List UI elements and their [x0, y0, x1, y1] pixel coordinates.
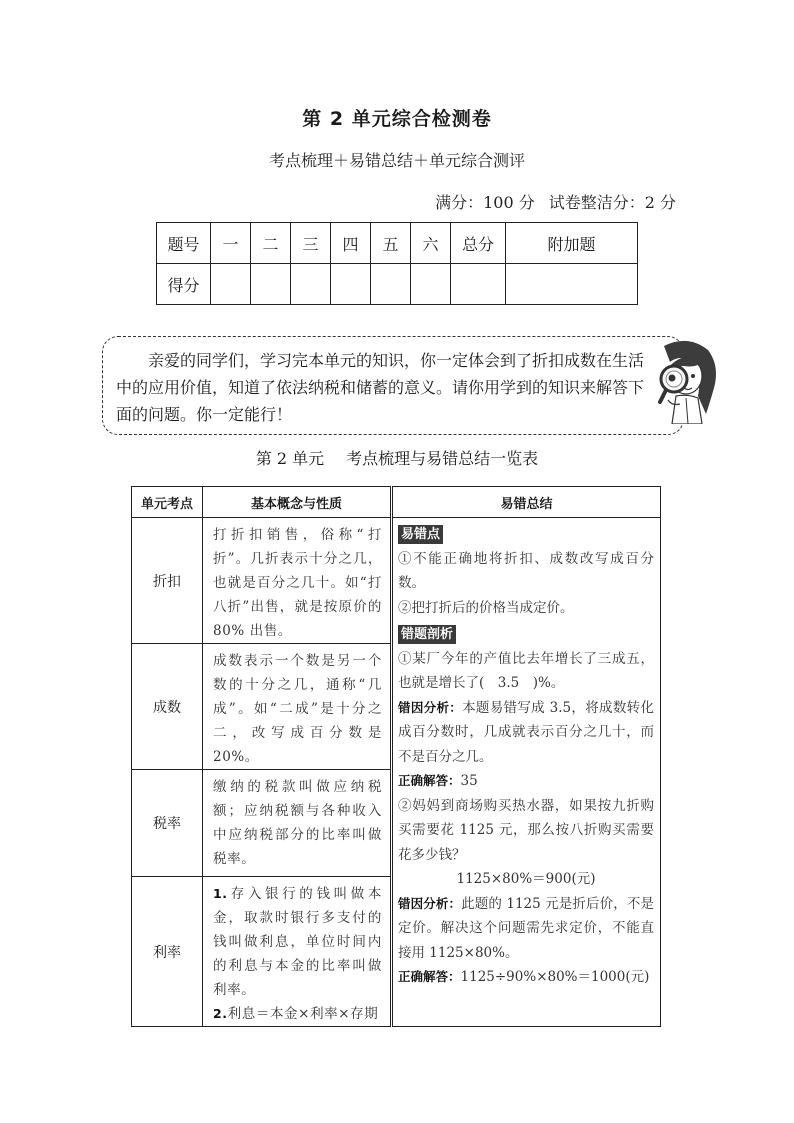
question-2-error-analysis — [398, 892, 654, 966]
score-header-cell: 五 — [371, 223, 411, 264]
score-header-cell: 附加题 — [506, 223, 638, 264]
column-header-mistakes: 易错总结 — [392, 487, 661, 518]
correct-answer-text: 1125÷90%×80%＝1000(元) — [460, 969, 650, 985]
item-number: 1. — [213, 886, 228, 901]
item-text: 存入银行的钱叫做本金，取款时银行多支付的钱叫做利息，单位时间内的利息与本金的比率叫做利率。 — [213, 886, 382, 998]
topic-discount: 折扣 — [132, 518, 203, 644]
correct-answer-label: 正确解答： — [398, 773, 461, 788]
neatness-score: 试卷整洁分：2 分 — [548, 193, 676, 212]
score-cell[interactable] — [211, 264, 251, 305]
score-table-header-row — [157, 223, 638, 264]
score-cell[interactable] — [451, 264, 506, 305]
concept-cell — [203, 877, 392, 1027]
concept-cell — [203, 644, 392, 770]
correct-answer-text: 35 — [460, 773, 478, 789]
score-cell[interactable] — [291, 264, 331, 305]
question-1: ①某厂今年的产值比去年增长了三成五，也就是增长了( 3.5 )%。 — [398, 650, 654, 691]
score-row-label: 得分 — [157, 264, 211, 305]
error-reason-label: 错因分析： — [398, 895, 462, 911]
score-cell[interactable] — [506, 264, 638, 305]
error-reason-text: 本题易错写成 3.5，将成数转化成百分数时，几成就表示百分之几十，而不是百分之几。 — [398, 699, 654, 765]
error-analysis-tag: 错题剖析 — [398, 625, 456, 644]
score-cell[interactable] — [251, 264, 291, 305]
summary-table-header — [132, 487, 661, 518]
question-1-error-analysis — [398, 696, 654, 770]
table-row — [132, 518, 661, 644]
girl-with-magnifier-illustration — [636, 336, 722, 424]
concept-proportion: 成数表示一个数是另一个数的十分之几，通称“几成”。如“二成”是十分之二，改写成百分数是 20%。 — [213, 653, 382, 765]
summary-table-caption — [0, 446, 794, 469]
column-header-concept: 基本概念与性质 — [203, 487, 392, 518]
score-cell[interactable] — [411, 264, 451, 305]
score-table — [156, 222, 638, 305]
mistakes-content — [393, 518, 660, 990]
question-2: ②妈妈到商场购买热水器，如果按九折购买需要花 1125 元，那么按八折购买需要花多少钱？ — [398, 797, 654, 863]
question-1-answer — [398, 769, 654, 794]
error-reason-label: 错因分析： — [398, 699, 463, 715]
full-score: 满分：100 分 — [435, 193, 535, 212]
correct-answer-label: 正确解答： — [398, 969, 461, 984]
caption-unit: 第 2 单元 — [255, 449, 325, 468]
mistake-points-tag: 易错点 — [398, 525, 443, 544]
mistakes-cell — [392, 518, 661, 1027]
score-header-cell: 一 — [211, 223, 251, 264]
concept-item-1 — [213, 882, 382, 1002]
mistake-point-2: ②把打折后的价格当成定价。 — [398, 599, 574, 616]
item-number: 2. — [213, 1006, 228, 1021]
concept-cell — [203, 518, 392, 644]
item-text: 利息＝本金×利率×存期 — [227, 1006, 379, 1022]
score-header-cell: 总分 — [451, 223, 506, 264]
concept-discount: 打折扣销售，俗称“打折”。几折表示十分之几，也就是百分之几十。如“打八折”出售，就是按原价的 80% 出售。 — [213, 527, 382, 639]
score-header-cell: 四 — [331, 223, 371, 264]
score-cell[interactable] — [331, 264, 371, 305]
score-header-cell: 六 — [411, 223, 451, 264]
concept-cell — [203, 770, 392, 877]
topic-proportion: 成数 — [132, 644, 203, 770]
page-title: 第 2 单元综合检测卷 — [302, 108, 492, 130]
mistake-point-1: ①不能正确地将折扣、成数改写成百分数。 — [398, 550, 654, 591]
concept-tax-rate: 缴纳的税款叫做应纳税额；应纳税额与各种收入中应纳税部分的比率叫做税率。 — [213, 779, 382, 867]
concept-item-2 — [213, 1002, 382, 1026]
error-reason-text: 此题的 1125 元是折后价，不是定价。解决这个问题需先求定价，不能直接用 1125×80%。 — [398, 895, 654, 961]
column-header-topic: 单元考点 — [132, 487, 203, 518]
score-table-score-row — [157, 264, 638, 305]
question-2-wrong-calc: 1125×80%＝900(元) — [456, 871, 596, 887]
topic-tax-rate: 税率 — [132, 770, 203, 877]
page-subtitle: 考点梳理＋易错总结＋单元综合测评 — [268, 151, 525, 170]
score-info — [435, 190, 676, 213]
score-cell[interactable] — [371, 264, 411, 305]
topic-interest-rate: 利率 — [132, 877, 203, 1027]
question-2-answer — [398, 965, 654, 990]
score-header-cell: 题号 — [157, 223, 211, 264]
summary-table — [131, 486, 661, 1027]
concept-interest-rate — [203, 877, 390, 1026]
caption-title: 考点梳理与易错总结一览表 — [346, 449, 539, 468]
intro-text: 亲爱的同学们，学习完本单元的知识，你一定体会到了折扣成数在生活中的应用价值，知道了依法纳税和储蓄的意义。请你用学到的知识来解答下面的问题。你一定能行！ — [116, 351, 645, 424]
score-header-cell: 二 — [251, 223, 291, 264]
score-header-cell: 三 — [291, 223, 331, 264]
